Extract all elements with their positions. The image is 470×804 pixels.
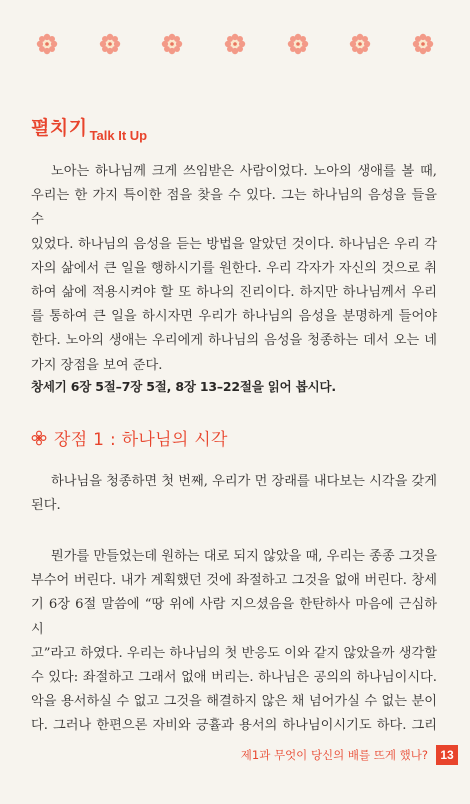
- text-line: 하나님을 청종하면 첫 번째, 우리가 먼 장래를 내다보는 시각을 갖게: [51, 474, 437, 489]
- text-line: 있었다. 하나님의 음성을 듣는 방법을 알았던 것이다. 하나님은 우리 각: [31, 236, 437, 252]
- flower-bullet-icon: [31, 430, 47, 446]
- section-title-ko: 펼치기: [31, 117, 88, 139]
- flower-row: [35, 31, 435, 57]
- text-line: 가지 장점을 보여 준다.: [31, 357, 163, 373]
- flower-icon: [35, 32, 59, 56]
- text-line: 악을 용서하실 수 없고 그것을 해결하지 않은 채 넘어가실 수 없는 분이: [31, 694, 437, 710]
- text-line: 다. 그러나 한편으론 자비와 긍휼과 용서의 하나님이시기도 하다. 그리: [31, 718, 437, 734]
- reading-instruction: 창세기 6장 5절–7장 5절, 8장 13–22절을 읽어 봅시다.: [31, 379, 336, 394]
- flower-icon: [411, 32, 435, 56]
- text-line: 수 있다: 좌절하고 그래서 없애 버리는. 하나님은 공의의 하나님이시다.: [31, 670, 437, 686]
- flower-icon: [348, 32, 372, 56]
- text-line: 부수어 버린다. 내가 계획했던 것에 좌절하고 그것을 없애 버린다. 창세: [31, 573, 437, 589]
- intro-paragraph: [31, 160, 437, 378]
- chapter-title: 제1과 무엇이 당신의 배를 뜨게 했나?: [240, 748, 428, 762]
- point-title: 장점 1 : 하나님의 시각: [54, 430, 228, 450]
- text-line: 된다.: [31, 498, 61, 514]
- point-paragraph: [31, 545, 437, 739]
- text-line: 노아는 하나님께 크게 쓰임받은 사람이었다. 노아의 생애를 볼 때,: [51, 164, 437, 179]
- text-line: 하여 삶에 적용시켜야 할 또 하나의 진리이다. 하지만 하나님께서 우리: [31, 285, 437, 301]
- text-line: 뭔가를 만들었는데 원하는 대로 되지 않았을 때, 우리는 종종 그것을: [51, 549, 437, 564]
- text-line: 자의 삶에서 큰 일을 행하시기를 원한다. 우리 각자가 자신의 것으로 취: [31, 260, 437, 276]
- text-line: 고”라고 하였다. 우리는 하나님의 첫 반응도 이와 같지 않았을까 생각할: [31, 645, 437, 661]
- text-line: 우리는 한 가지 특이한 점을 찾을 수 있다. 그는 하나님의 음성을 들을 수: [31, 188, 437, 228]
- point-paragraph: [31, 470, 437, 518]
- flower-icon: [286, 32, 310, 56]
- page-footer: [241, 745, 458, 765]
- flower-icon: [160, 32, 184, 56]
- text-line: 를 통하여 큰 일을 하시자면 우리가 하나님의 음성을 분명하게 들어야: [31, 309, 437, 325]
- point-heading: [31, 425, 228, 450]
- section-title-en: Talk It Up: [89, 128, 148, 143]
- page-number: 13: [436, 745, 458, 765]
- text-line: 기 6장 6절 말씀에 “땅 위에 사람 지으셨음을 한탄하사 마음에 근심하시: [31, 597, 437, 637]
- section-heading: [31, 113, 148, 143]
- flower-icon: [98, 32, 122, 56]
- text-line: 한다. 노아의 생애는 우리에게 하나님의 음성을 청종하는 데서 오는 네: [31, 333, 437, 349]
- flower-icon: [223, 32, 247, 56]
